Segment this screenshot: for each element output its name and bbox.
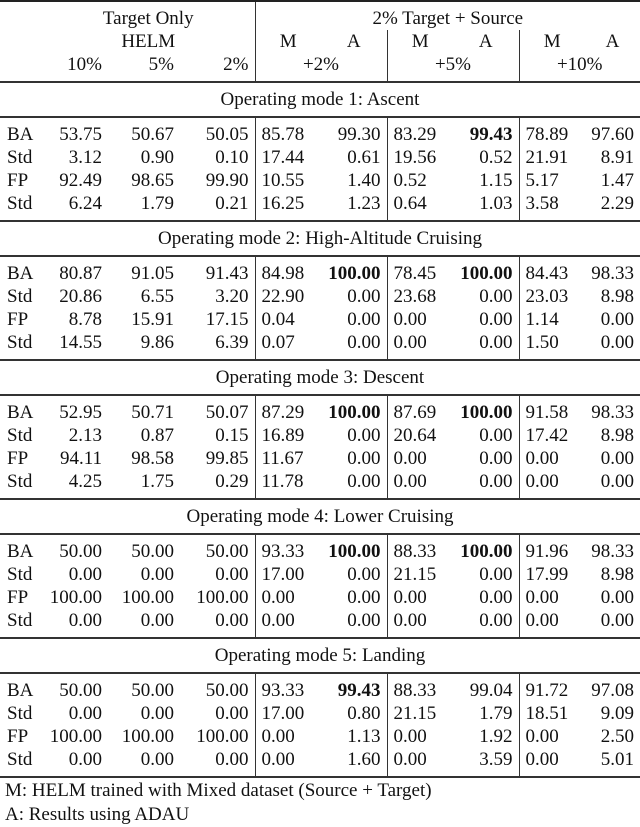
table-cell: 0.00	[347, 447, 381, 469]
table-cell: 0.00	[108, 748, 180, 777]
table-cell: 0.90	[140, 146, 174, 168]
table-row	[0, 331, 640, 360]
table-cell: 100.00	[121, 586, 174, 608]
table-cell: 0.00	[108, 609, 180, 638]
row-label: Std	[0, 609, 42, 638]
mode-title: Operating mode 4: Lower Cruising	[0, 499, 640, 534]
header-row-2	[0, 30, 640, 53]
table-cell: 5.01	[585, 748, 640, 777]
table-cell: 0.00	[453, 331, 519, 360]
row-label: Std	[0, 470, 42, 499]
table-cell: 50.71	[131, 401, 174, 423]
table-cell: 0.00	[347, 285, 381, 307]
table-row	[0, 117, 640, 146]
table-cell: 0.64	[387, 192, 453, 221]
table-cell: 84.98	[255, 256, 321, 285]
table-cell: 93.33	[255, 673, 321, 702]
table-cell: 97.08	[591, 679, 634, 701]
table-cell: 1.75	[108, 470, 180, 499]
table-cell: 1.92	[479, 725, 513, 747]
table-cell: 0.00	[42, 748, 108, 777]
table-cell: 0.00	[585, 470, 640, 499]
table-row	[0, 169, 640, 192]
table-cell: 0.00	[519, 748, 585, 777]
table-cell: 91.96	[519, 534, 585, 563]
table-cell: 0.00	[42, 609, 108, 638]
table-cell: 21.91	[519, 146, 585, 169]
table-cell: 8.78	[68, 308, 102, 330]
table-cell: 50.00	[131, 679, 174, 701]
footnotes	[0, 779, 640, 827]
table-cell: 50.00	[205, 679, 249, 701]
table-row	[0, 586, 640, 609]
mode-title-row	[0, 360, 640, 395]
table-cell: 100.00	[328, 401, 381, 423]
pct-header: 5%	[108, 53, 180, 82]
table-row	[0, 673, 640, 702]
table-cell: 8.98	[600, 285, 634, 307]
footnote-m: M: HELM trained with Mixed dataset (Source + Target)	[5, 780, 432, 801]
table-cell: 80.87	[59, 262, 102, 284]
table-cell: 0.00	[387, 331, 453, 360]
table-cell: 2.50	[600, 725, 634, 747]
table-cell: 0.00	[519, 470, 585, 499]
table-cell: 88.33	[387, 673, 453, 702]
table-cell: 91.43	[205, 262, 249, 284]
table-cell: 8.98	[600, 563, 634, 585]
table-cell: 50.05	[205, 123, 249, 145]
row-label: Std	[7, 702, 33, 724]
table-cell: 1.14	[519, 308, 585, 331]
table-cell: 5.17	[519, 169, 585, 192]
table-cell: 11.78	[255, 470, 321, 499]
table-cell: 0.00	[321, 609, 387, 638]
table-cell: 2.13	[68, 424, 102, 446]
table-cell: 1.23	[321, 192, 387, 221]
row-label: FP	[7, 586, 29, 608]
table-cell: 0.00	[453, 609, 519, 638]
table-cell: 92.49	[59, 169, 102, 191]
table-cell: 3.20	[215, 285, 249, 307]
table-row	[0, 725, 640, 748]
table-cell: 0.07	[255, 331, 321, 360]
table-cell: 0.00	[255, 586, 321, 609]
table-cell: 1.79	[479, 702, 513, 724]
table-cell: 91.72	[519, 673, 585, 702]
table-cell: 0.00	[321, 470, 387, 499]
table-cell: 0.00	[600, 586, 634, 608]
target-source-header: 2% Target + Source	[255, 1, 640, 30]
table-cell: 0.00	[387, 447, 453, 470]
table-cell: 100.00	[460, 262, 513, 284]
group-header: +10%	[519, 53, 640, 82]
table-cell: 0.29	[180, 470, 255, 499]
row-label: Std	[7, 424, 33, 446]
table-cell: 99.90	[205, 169, 249, 191]
table-cell: 98.33	[591, 540, 634, 562]
table-cell: 0.04	[255, 308, 321, 331]
a-header: A	[478, 30, 493, 52]
mode-title-row	[0, 82, 640, 117]
table-cell: 8.91	[600, 146, 634, 168]
table-cell: 17.42	[519, 424, 585, 447]
table-cell: 99.04	[469, 679, 513, 701]
group-header: +2%	[255, 53, 387, 82]
table-row	[0, 447, 640, 470]
table-cell: 6.39	[180, 331, 255, 360]
footnote-a: A: Results using ADAU	[5, 804, 190, 825]
table-cell: 0.00	[600, 447, 634, 469]
a-header: A	[346, 30, 361, 52]
table-cell: 50.00	[131, 540, 174, 562]
table-cell: 0.00	[140, 702, 174, 724]
mode-title-row	[0, 499, 640, 534]
table-cell: 100.00	[121, 725, 174, 747]
table-cell: 0.00	[387, 748, 453, 777]
table-cell: 91.05	[131, 262, 174, 284]
table-cell: 16.25	[255, 192, 321, 221]
table-cell: 50.00	[59, 540, 102, 562]
table-row	[0, 470, 640, 499]
table-cell: 21.15	[387, 702, 453, 725]
table-cell: 0.00	[68, 702, 102, 724]
table-cell: 6.55	[140, 285, 174, 307]
row-label: FP	[7, 447, 29, 469]
table-cell: 78.89	[519, 117, 585, 146]
pct-header: 10%	[42, 53, 108, 82]
table-cell: 93.33	[255, 534, 321, 563]
table-cell: 3.12	[68, 146, 102, 168]
row-label: Std	[7, 285, 33, 307]
table-cell: 100.00	[460, 401, 513, 423]
table-cell: 1.13	[347, 725, 381, 747]
table-cell: 99.43	[337, 679, 381, 701]
table-cell: 50.00	[59, 679, 102, 701]
target-only-header: Target Only	[102, 7, 194, 29]
table-cell: 0.00	[519, 609, 585, 638]
table-cell: 100.00	[196, 725, 249, 747]
row-label: Std	[7, 146, 33, 168]
table-row	[0, 308, 640, 331]
table-cell: 8.98	[600, 424, 634, 446]
mode-title-row	[0, 638, 640, 673]
table-cell: 0.00	[255, 748, 321, 777]
table-cell: 100.00	[328, 262, 381, 284]
table-cell: 100.00	[49, 586, 102, 608]
table-cell: 1.50	[519, 331, 585, 360]
table-cell: 23.68	[387, 285, 453, 308]
group-header: +5%	[387, 53, 519, 82]
table-cell: 2.29	[585, 192, 640, 221]
table-cell: 98.33	[591, 262, 634, 284]
header-row-1	[0, 1, 640, 30]
table-cell: 0.61	[347, 146, 381, 168]
table-cell: 0.00	[68, 563, 102, 585]
table-cell: 0.00	[519, 586, 585, 609]
table-cell: 50.07	[205, 401, 249, 423]
table-cell: 11.67	[255, 447, 321, 470]
table-cell: 0.87	[140, 424, 174, 446]
table-cell: 0.00	[215, 563, 249, 585]
table-cell: 0.00	[387, 308, 453, 331]
table-cell: 87.29	[255, 395, 321, 424]
table-cell: 0.00	[479, 285, 513, 307]
mode-title-row	[0, 221, 640, 256]
table-cell: 21.15	[387, 563, 453, 586]
row-label: Std	[7, 563, 33, 585]
table-cell: 19.56	[387, 146, 453, 169]
row-label: Std	[0, 748, 42, 777]
table-row	[0, 563, 640, 586]
table-cell: 98.58	[131, 447, 174, 469]
table-cell: 88.33	[387, 534, 453, 563]
table-cell: 20.86	[59, 285, 102, 307]
table-cell: 99.43	[469, 123, 513, 145]
table-cell: 0.00	[180, 609, 255, 638]
table-cell: 0.00	[347, 308, 381, 330]
mode-title: Operating mode 2: High-Altitude Cruising	[0, 221, 640, 256]
row-label: BA	[7, 679, 34, 701]
table-cell: 99.85	[205, 447, 249, 469]
table-cell: 99.30	[337, 123, 381, 145]
table-cell: 0.21	[180, 192, 255, 221]
table-cell: 0.00	[140, 563, 174, 585]
row-label: BA	[7, 123, 34, 145]
table-cell: 53.75	[59, 123, 102, 145]
mode-title: Operating mode 5: Landing	[0, 638, 640, 673]
m-header: M	[387, 30, 453, 53]
table-cell: 17.00	[255, 702, 321, 725]
table-cell: 0.00	[387, 470, 453, 499]
table-cell: 9.09	[600, 702, 634, 724]
table-cell: 0.00	[387, 586, 453, 609]
table-row	[0, 395, 640, 424]
table-cell: 52.95	[59, 401, 102, 423]
table-cell: 50.67	[131, 123, 174, 145]
table-cell: 97.60	[591, 123, 634, 145]
table-row	[0, 609, 640, 638]
table-cell: 78.45	[387, 256, 453, 285]
table-cell: 1.60	[321, 748, 387, 777]
table-cell: 0.00	[479, 308, 513, 330]
table-cell: 1.15	[479, 169, 513, 191]
table-cell: 100.00	[196, 586, 249, 608]
table-row	[0, 534, 640, 563]
table-cell: 100.00	[460, 540, 513, 562]
table-cell: 17.00	[255, 563, 321, 586]
table-cell: 22.90	[255, 285, 321, 308]
table-cell: 4.25	[42, 470, 108, 499]
table-cell: 85.78	[255, 117, 321, 146]
table-row	[0, 748, 640, 777]
helm-header: HELM	[121, 30, 176, 52]
table-cell: 0.00	[479, 447, 513, 469]
table-cell: 100.00	[49, 725, 102, 747]
table-cell: 0.00	[255, 725, 321, 748]
table-cell: 0.00	[453, 470, 519, 499]
table-cell: 84.43	[519, 256, 585, 285]
table-cell: 6.24	[42, 192, 108, 221]
table-cell: 50.00	[205, 540, 249, 562]
mode-title: Operating mode 1: Ascent	[0, 82, 640, 117]
table-cell: 94.11	[59, 447, 102, 469]
table-row	[0, 702, 640, 725]
table-cell: 0.00	[600, 308, 634, 330]
table-cell: 20.64	[387, 424, 453, 447]
table-cell: 0.00	[585, 331, 640, 360]
table-cell: 0.00	[479, 586, 513, 608]
table-cell: 1.79	[108, 192, 180, 221]
table-cell: 0.80	[347, 702, 381, 724]
table-row	[0, 146, 640, 169]
table-row	[0, 424, 640, 447]
table-cell: 0.00	[347, 563, 381, 585]
table-cell: 0.10	[215, 146, 249, 168]
table-cell: 17.15	[205, 308, 249, 330]
table-cell: 0.00	[321, 331, 387, 360]
table-cell: 23.03	[519, 285, 585, 308]
table-cell: 17.99	[519, 563, 585, 586]
table-row	[0, 192, 640, 221]
table-cell: 100.00	[328, 540, 381, 562]
table-cell: 15.91	[131, 308, 174, 330]
m-header: M	[255, 30, 321, 53]
table-cell: 0.00	[387, 609, 453, 638]
table-cell: 16.89	[255, 424, 321, 447]
table-cell: 0.52	[387, 169, 453, 192]
mode-title: Operating mode 3: Descent	[0, 360, 640, 395]
table-cell: 14.55	[42, 331, 108, 360]
row-label: BA	[7, 262, 34, 284]
table-cell: 0.52	[479, 146, 513, 168]
table-cell: 0.00	[519, 447, 585, 470]
table-cell: 98.33	[591, 401, 634, 423]
row-label: BA	[7, 401, 34, 423]
table-cell: 17.44	[255, 146, 321, 169]
row-label: FP	[7, 169, 29, 191]
table-cell: 3.58	[519, 192, 585, 221]
table-row	[0, 256, 640, 285]
table-cell: 3.59	[453, 748, 519, 777]
table-cell: 0.00	[215, 702, 249, 724]
table-row	[0, 285, 640, 308]
table-cell: 1.40	[347, 169, 381, 191]
table-cell: 91.58	[519, 395, 585, 424]
header-row-3	[0, 53, 640, 82]
table-cell: 83.29	[387, 117, 453, 146]
table-cell: 18.51	[519, 702, 585, 725]
row-label: FP	[7, 725, 29, 747]
table-cell: 0.00	[180, 748, 255, 777]
table-cell: 0.00	[387, 725, 453, 748]
row-label: BA	[7, 540, 34, 562]
table-cell: 0.15	[215, 424, 249, 446]
table-cell: 10.55	[255, 169, 321, 192]
table-cell: 0.00	[255, 609, 321, 638]
table-cell: 98.65	[131, 169, 174, 191]
table-cell: 0.00	[479, 563, 513, 585]
table-cell: 1.47	[600, 169, 634, 191]
a-header: A	[605, 30, 620, 52]
row-label: Std	[0, 331, 42, 360]
row-label: FP	[7, 308, 29, 330]
table-cell: 87.69	[387, 395, 453, 424]
table-cell: 0.00	[347, 424, 381, 446]
row-label: Std	[0, 192, 42, 221]
table-cell: 0.00	[479, 424, 513, 446]
table-cell: 9.86	[108, 331, 180, 360]
pct-header: 2%	[180, 53, 255, 82]
m-header: M	[519, 30, 585, 53]
table-cell: 0.00	[519, 725, 585, 748]
table-cell: 0.00	[347, 586, 381, 608]
table-cell: 0.00	[585, 609, 640, 638]
table-cell: 1.03	[453, 192, 519, 221]
